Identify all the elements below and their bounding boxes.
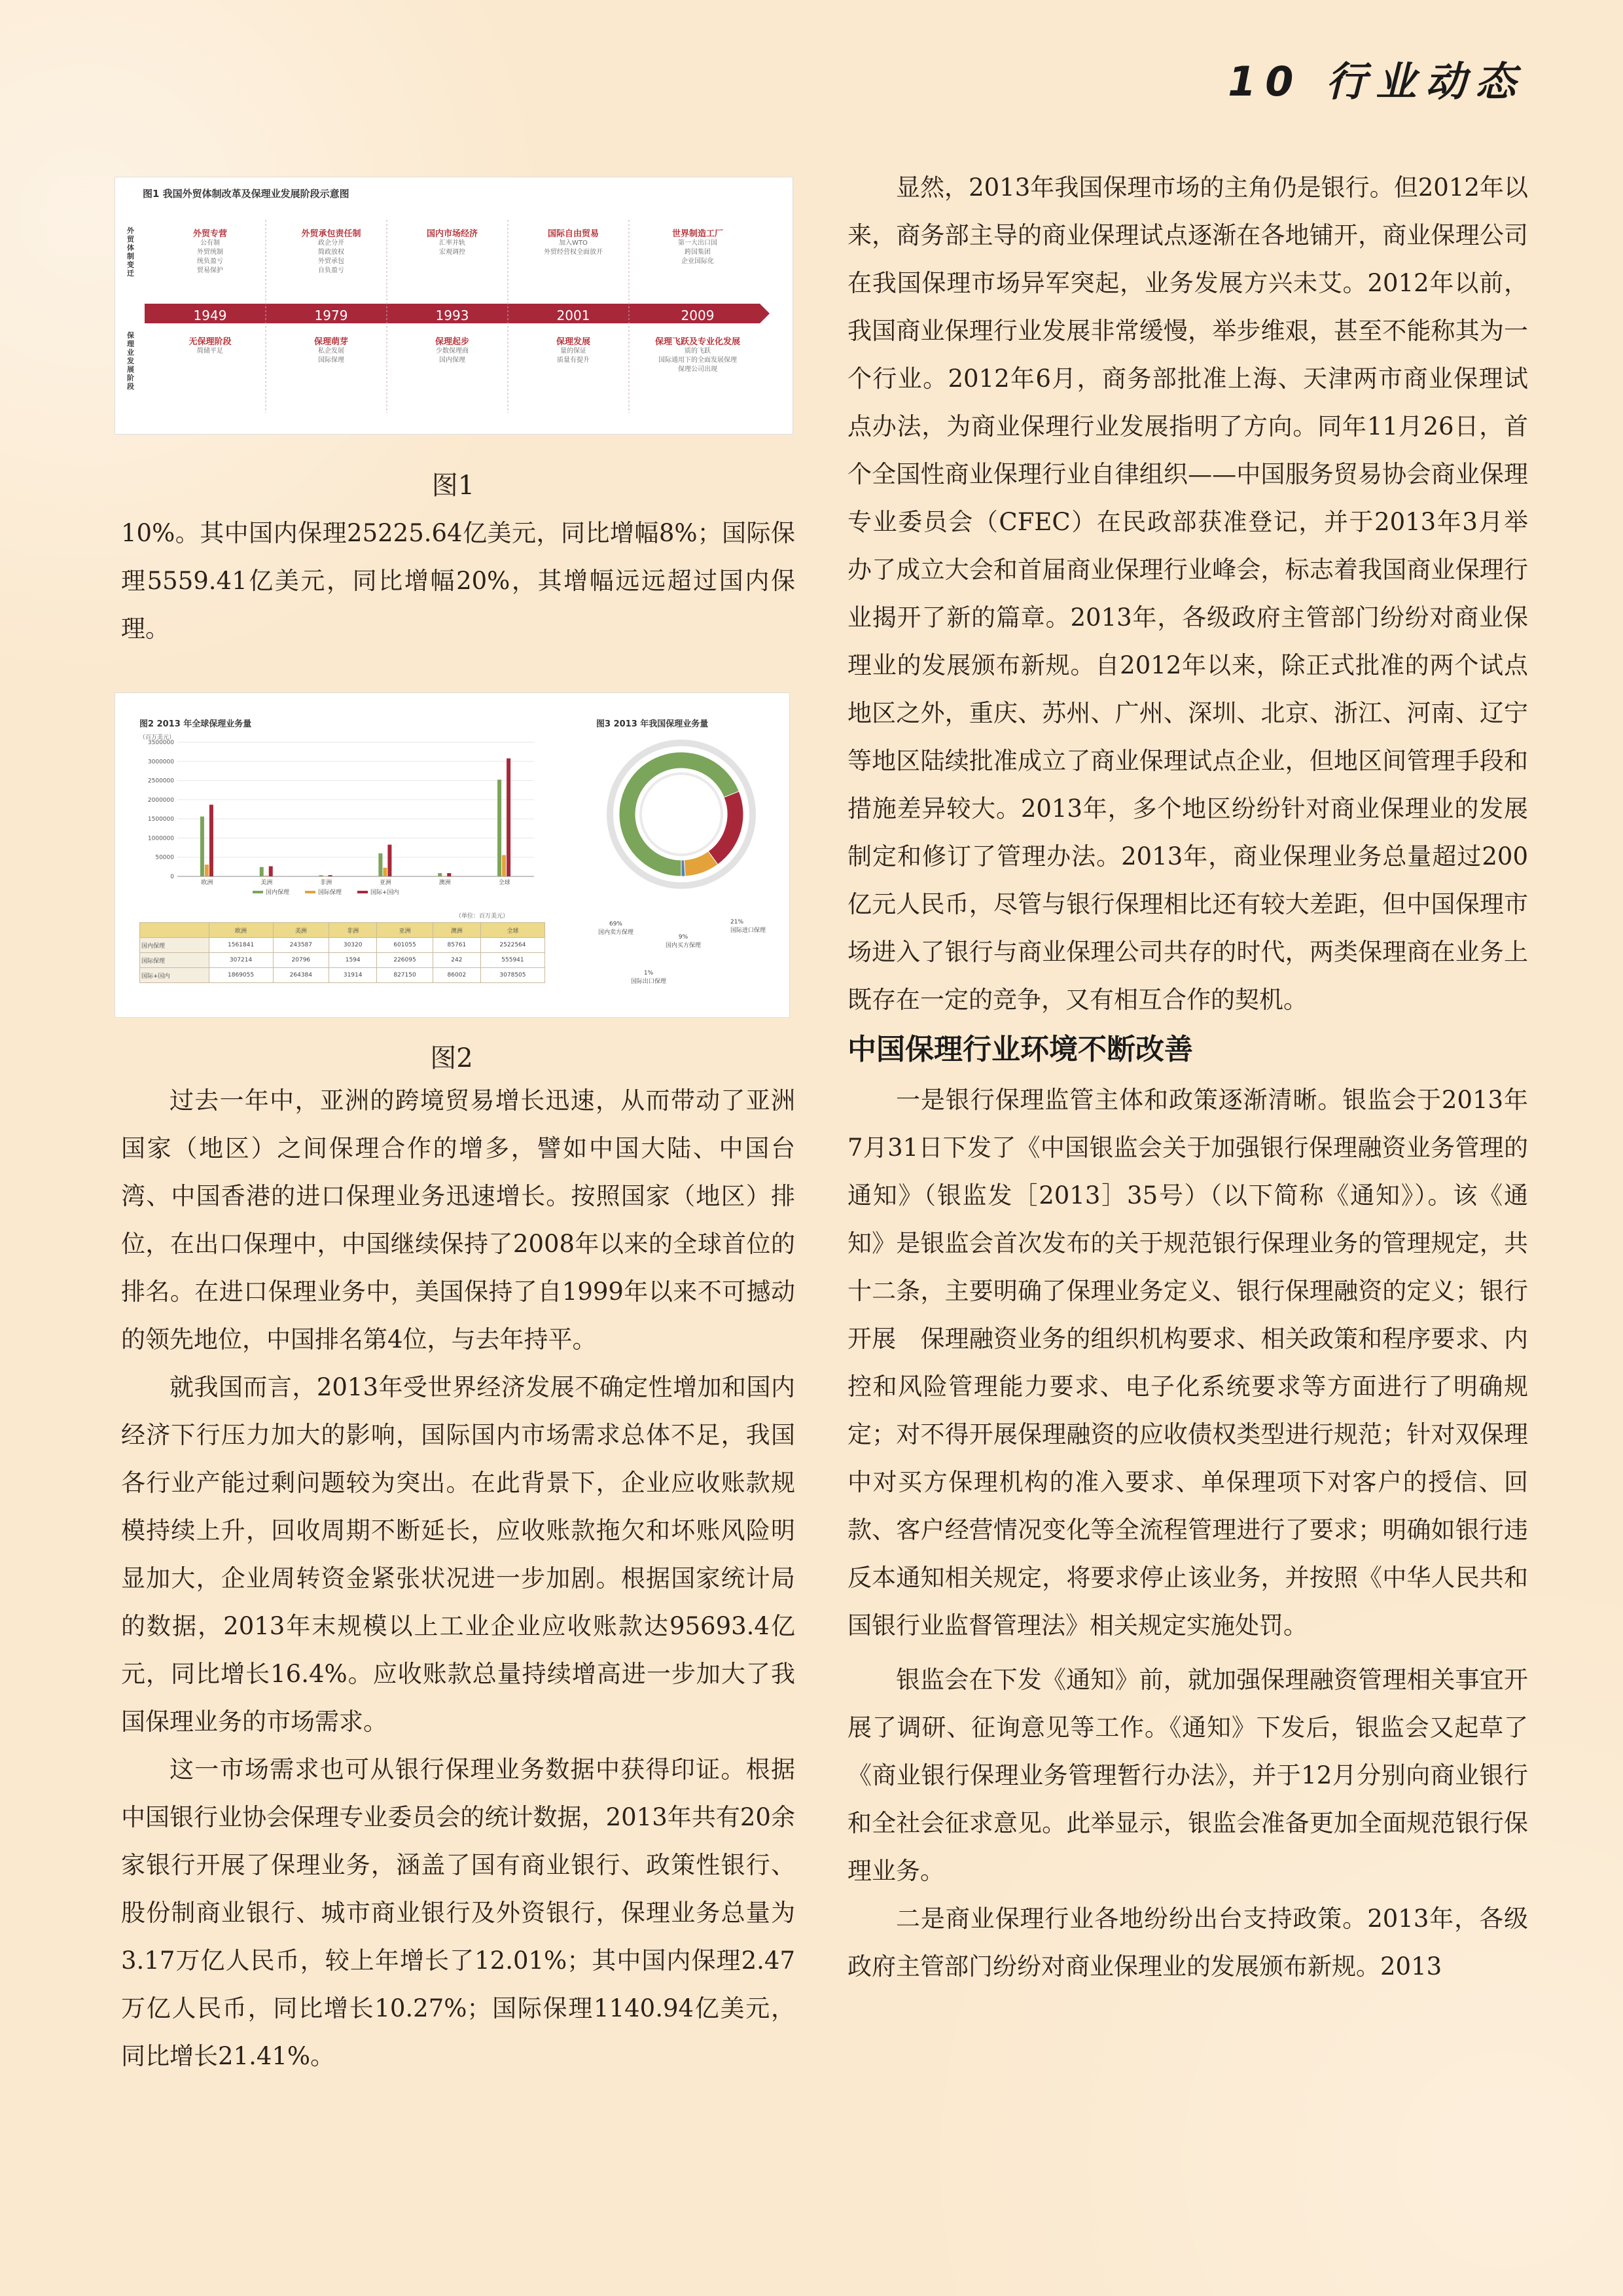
stage-top-line: 公有制: [200, 240, 220, 247]
table-row: [140, 968, 545, 983]
table-cell: 242: [433, 953, 480, 968]
table-header: 全球: [480, 923, 544, 938]
table-cell: 1561841: [209, 938, 273, 953]
bar-国内保理: [260, 867, 264, 876]
x-tick-label: 全球: [498, 880, 510, 886]
paragraph: 这一市场需求也可从银行保理业务数据中获得印证。根据中国银行业协会保理专业委员会的统计数据，2013年共有20余家银行开展了保理业务，涵盖了国有商业银行、政策性银行、股份制商业银行、城市商业银行及外资银行，保理业务总量为3.17万亿人民币，较上年增长了12.01%；其中国内保理2.47万亿人民币，同比增长10.27%；国际保理1140.94亿美元，同比增长21.41%。: [121, 1755, 795, 2070]
figure-1-side-bottom: 保理业发展阶段: [127, 331, 134, 391]
stage-bottom-line: 国际保理: [318, 357, 344, 364]
figure-3-title: 图3 2013 年我国保理业务量: [596, 719, 709, 729]
table-cell: 20796: [273, 953, 329, 968]
bar-国际保理: [383, 868, 387, 876]
stage-top-line: 自负盈亏: [318, 267, 344, 274]
x-tick-label: 澳洲: [438, 880, 451, 886]
stage-bottom-heading: 保理萌芽: [313, 337, 348, 347]
y-tick-label: 3500000: [147, 740, 174, 746]
paragraph: 过去一年中，亚洲的跨境贸易增长迅速，从而带动了亚洲国家（地区）之间保理合作的增多，譬如中国大陆、中国台湾、中国香港的进口保理业务迅速增长。按照国家（地区）排位，在出口保理中，中国继续保持了2008年以来的全球首位的排名。在进口保理业务中，美国保持了自1999年以来不可撼动的领先地位，中国排名第4位，与去年持平。: [121, 1086, 795, 1354]
stage-top-line: 外贸统制: [197, 249, 223, 256]
table-cell: 3078505: [480, 968, 544, 983]
slice-value-label: 1%: [643, 970, 654, 977]
table-cell: 30320: [329, 938, 377, 953]
slice-name-label: 国际出口保理: [630, 978, 667, 985]
table-header: 美洲: [273, 923, 329, 938]
donut-chart: [573, 693, 789, 1017]
stage-top-heading: 国际自由贸易: [547, 229, 599, 239]
table-row-label: 国际+国内: [140, 968, 209, 983]
stage-top-line: 统负盈亏: [197, 258, 223, 265]
stage-bottom-heading: 无保理阶段: [188, 337, 232, 347]
left-column-top: [121, 509, 795, 653]
table-cell: 601055: [377, 938, 433, 953]
bar-国内保理: [378, 853, 382, 876]
stage-bottom-heading: 保理起步: [435, 337, 469, 347]
legend-swatch: [253, 891, 263, 893]
table-cell: 243587: [273, 938, 329, 953]
bar-国际+国内: [507, 759, 510, 876]
legend-label: 国内保理: [266, 889, 290, 896]
table-row-label: 国际保理: [140, 953, 209, 968]
table-cell: 264384: [273, 968, 329, 983]
paragraph: 显然，2013年我国保理市场的主角仍是银行。但2012年以来，商务部主导的商业保理试点逐渐在各地铺开，商业保理公司在我国保理市场异军突起，业务发展方兴未艾。2012年以前，我国商业保理行业发展非常缓慢，举步维艰，甚至不能称其为一个行业。2012年6月，商务部批准上海、天津两市商业保理试点办法，为商业保理行业发展指明了方向。同年11月26日，首个全国性商业保理行业自律组织——中国服务贸易协会商业保理专业委员会（CFEC）在民政部获准登记，并于2013年3月举办了成立大会和首届商业保理行业峰会，标志着我国商业保理行业揭开了新的篇章。2013年，各级政府主管部门纷纷对商业保理业的发展颁布新规。自2012年以来，除正式批准的两个试点地区之外，重庆、苏州、广州、深圳、北京、浙江、河南、辽宁等地区陆续批准成立了商业保理试点企业，但地区间管理手段和措施差异较大。2013年，多个地区纷纷针对商业保理业的发展制定和修订了管理办法。2013年，商业保理业务总量超过200亿元人民币，尽管与银行保理相比还有较大差距，但中国保理市场进入了银行与商业保理公司共存的时代，两类保理商在业务上既存在一定的竞争，又有相互合作的契机。: [847, 173, 1528, 1014]
stage-top-heading: 外贸承包责任制: [301, 229, 361, 239]
stage-bottom-line: 量的保证: [560, 348, 586, 355]
slice-name-label: 国内卖方保理: [597, 929, 634, 936]
table-cell: 85761: [433, 938, 480, 953]
x-tick-label: 亚洲: [379, 880, 391, 886]
bar-国际保理: [205, 865, 209, 876]
table-cell: 827150: [377, 968, 433, 983]
slice-name-label: 国际进口保理: [730, 927, 766, 934]
figure-1-title: 图1 我国外贸体制改革及保理业发展阶段示意图: [143, 188, 349, 200]
y-tick-label: 50000: [155, 854, 174, 861]
x-tick-label: 非洲: [320, 880, 332, 886]
stage-top-line: 跨国集团: [685, 249, 711, 256]
stage-top-line: 贸易保护: [197, 267, 223, 274]
table-header: 澳洲: [433, 923, 480, 938]
bar-国内保理: [497, 780, 501, 876]
table-row-label: 国内保理: [140, 938, 209, 953]
table-header: 欧洲: [209, 923, 273, 938]
table-row: [140, 953, 545, 968]
stage-year: 2009: [681, 308, 715, 323]
figure-2-caption: 图2: [430, 1043, 473, 1073]
paragraph: 10%。其中国内保理25225.64亿美元，同比增幅8%；国际保理5559.41亿美元，同比增幅20%，其增幅远远超过国内保理。: [121, 519, 795, 643]
stage-year: 1949: [193, 308, 227, 323]
stage-bottom-line: 简储平足: [197, 348, 223, 355]
table-cell: 31914: [329, 968, 377, 983]
stage-year: 1979: [314, 308, 348, 323]
donut-center: [641, 774, 722, 855]
y-tick-label: 2000000: [147, 797, 174, 804]
figure-2: [115, 692, 790, 1018]
stage-bottom: [642, 334, 753, 374]
legend-label: 国际+国内: [370, 889, 399, 896]
legend-label: 国际保理: [318, 889, 342, 896]
stage-bottom-line: 质的飞跃: [685, 348, 711, 355]
x-tick-label: 欧洲: [201, 880, 213, 886]
table-header: 非洲: [329, 923, 377, 938]
figure-1: [115, 177, 793, 435]
stage-bottom-line: 质量有提升: [557, 357, 590, 364]
bar-国际保理: [324, 876, 328, 877]
table-cell: 1869055: [209, 968, 273, 983]
stage-bottom-line: 私企发展: [318, 348, 344, 355]
stage-bottom-heading: 保理飞跃及专业化发展: [654, 337, 740, 347]
table-row: [140, 938, 545, 953]
stage-year: 2001: [556, 308, 590, 323]
right-column: [847, 164, 1528, 1990]
stage-bottom-line: 国际通用下的全面发展保理: [658, 357, 737, 364]
bar-国际+国内: [447, 873, 451, 876]
table-cell: 307214: [209, 953, 273, 968]
bar-国际+国内: [269, 867, 273, 876]
x-tick-label: 美洲: [260, 880, 273, 886]
bar-国际保理: [442, 876, 446, 877]
bar-国内保理: [200, 817, 204, 876]
bar-国际+国内: [329, 875, 332, 876]
stage-bottom: [518, 334, 629, 365]
figure-1-side-top: 外贸体制变迁: [127, 226, 134, 278]
stage-top-line: 第一大出口国: [678, 240, 717, 247]
legend-swatch: [357, 891, 368, 893]
table-header: [140, 923, 209, 938]
stage-bottom-heading: 保理发展: [556, 337, 590, 347]
paragraph: 就我国而言，2013年受世界经济发展不确定性增加和国内经济下行压力加大的影响，国际国内市场需求总体不足，我国各行业产能过剩问题较为突出。在此背景下，企业应收账款规模持续上升，回收周期不断延长，应收账款拖欠和坏账风险明显加大，企业周转资金紧张状况进一步加剧。根据国家统计局的数据，2013年末规模以上工业企业应收账款达95693.4亿元，同比增长16.4%。应收账款总量持续增高进一步加大了我国保理业务的市场需求。: [121, 1373, 795, 1736]
stage-bottom-line: 保理公司出现: [678, 366, 717, 373]
stage-top-heading: 国内市场经济: [426, 229, 478, 239]
table-unit: （单位：百万美元）: [455, 913, 509, 920]
stage-top-line: 简政放权: [318, 249, 344, 256]
stage-top-line: 加入WTO: [559, 240, 588, 247]
y-tick-label: 1000000: [147, 835, 174, 842]
slice-国际出口保理: [681, 860, 685, 876]
stage-top: [276, 226, 387, 276]
stage-top-heading: 外贸专营: [192, 229, 227, 239]
paragraph: 银监会在下发《通知》前，就加强保理融资管理相关事宜开展了调研、征询意见等工作。《通知》下发后，银监会又起草了《商业银行保理业务管理暂行办法》，并于12月分别向商业银行和全社会征求意见。此举显示，银监会准备更加全面规范银行保理业务。: [847, 1666, 1528, 1885]
table-cell: 1594: [329, 953, 377, 968]
slice-name-label: 国内买方保理: [665, 942, 702, 949]
slice-value-label: 21%: [730, 919, 744, 925]
table-cell: 2522564: [480, 938, 544, 953]
bar-国内保理: [438, 873, 442, 876]
table-cell: 226095: [377, 953, 433, 968]
stage-bottom-line: 国内保理: [439, 357, 465, 364]
stage-top: [642, 226, 753, 266]
stage-top-line: 政企分开: [318, 240, 344, 247]
paragraph: 二是商业保理行业各地纷纷出台支持政策。2013年，各级政府主管部门纷纷对商业保理业的发展颁布新规。2013: [847, 1905, 1528, 1981]
slice-value-label: 9%: [678, 934, 688, 941]
slice-value-label: 69%: [609, 921, 623, 927]
page-header: 10 行业动态: [1228, 58, 1525, 105]
y-tick-label: 2500000: [147, 778, 174, 785]
stage-bottom: [397, 334, 508, 365]
stage-top: [518, 226, 629, 257]
stage-bottom: [276, 334, 387, 365]
stage-top-line: 宏观调控: [439, 249, 465, 256]
bar-国际+国内: [209, 805, 213, 876]
bar-国际+国内: [387, 845, 391, 876]
bar-国际保理: [502, 855, 506, 876]
stage-top-line: 外贸承包: [318, 258, 344, 265]
y-tick-label: 3000000: [147, 759, 174, 766]
stage-bottom: [154, 334, 266, 356]
table-cell: 555941: [480, 953, 544, 968]
y-tick-label: 1500000: [147, 816, 174, 823]
stage-top: [154, 226, 266, 276]
stage-top-line: 企业国际化: [681, 258, 714, 265]
y-tick-label: 0: [170, 874, 174, 880]
figure-1-caption: 图1: [431, 471, 475, 501]
stage-bottom-line: 少数保理商: [436, 348, 469, 355]
stage-top-line: 汇率并轨: [439, 240, 465, 247]
bar-chart: [115, 693, 547, 916]
legend-swatch: [305, 891, 315, 893]
left-column-bottom: [121, 1077, 795, 2080]
table-cell: 86002: [433, 968, 480, 983]
stage-top: [397, 226, 508, 257]
y-axis-label: （百万美元）: [139, 734, 175, 741]
data-table: [139, 922, 545, 983]
paragraph: 一是银行保理监管主体和政策逐渐清晰。银监会于2013年7月31日下发了《中国银监会关于加强银行保理融资业务管理的通知》（银监发［2013］35号）（以下简称《通知》）。该《通知》是银监会首次发布的关于规范银行保理业务的管理规定，共十二条，主要明确了保理业务定义、银行保理融资的定义；银行开展 保理融资业务的组织机构要求、相关政策和程序要求、内控和风险管理能力要求、电子化系统要求等方面进行了明确规定；对不得开展保理融资的应收债权类型进行规范；针对双保理中对买方保理机构的准入要求、单保理项下对客户的授信、回款、客户经营情况变化等全流程管理进行了要求；明确如银行违反本通知相关规定，将要求停止该业务，并按照《中华人民共和国银行业监督管理法》相关规定实施处罚。: [847, 1086, 1528, 1640]
section-heading: 中国保理行业环境不断改善: [847, 1033, 1193, 1066]
stage-year: 1993: [435, 308, 469, 323]
table-header: 亚洲: [377, 923, 433, 938]
stage-top-line: 外贸经营权全面放开: [544, 249, 603, 256]
figure-2-title: 图2 2013 年全球保理业务量: [139, 719, 252, 729]
figure-1-timeline: [115, 177, 793, 434]
bar-国内保理: [319, 875, 323, 876]
stage-top-heading: 世界制造工厂: [671, 229, 723, 239]
